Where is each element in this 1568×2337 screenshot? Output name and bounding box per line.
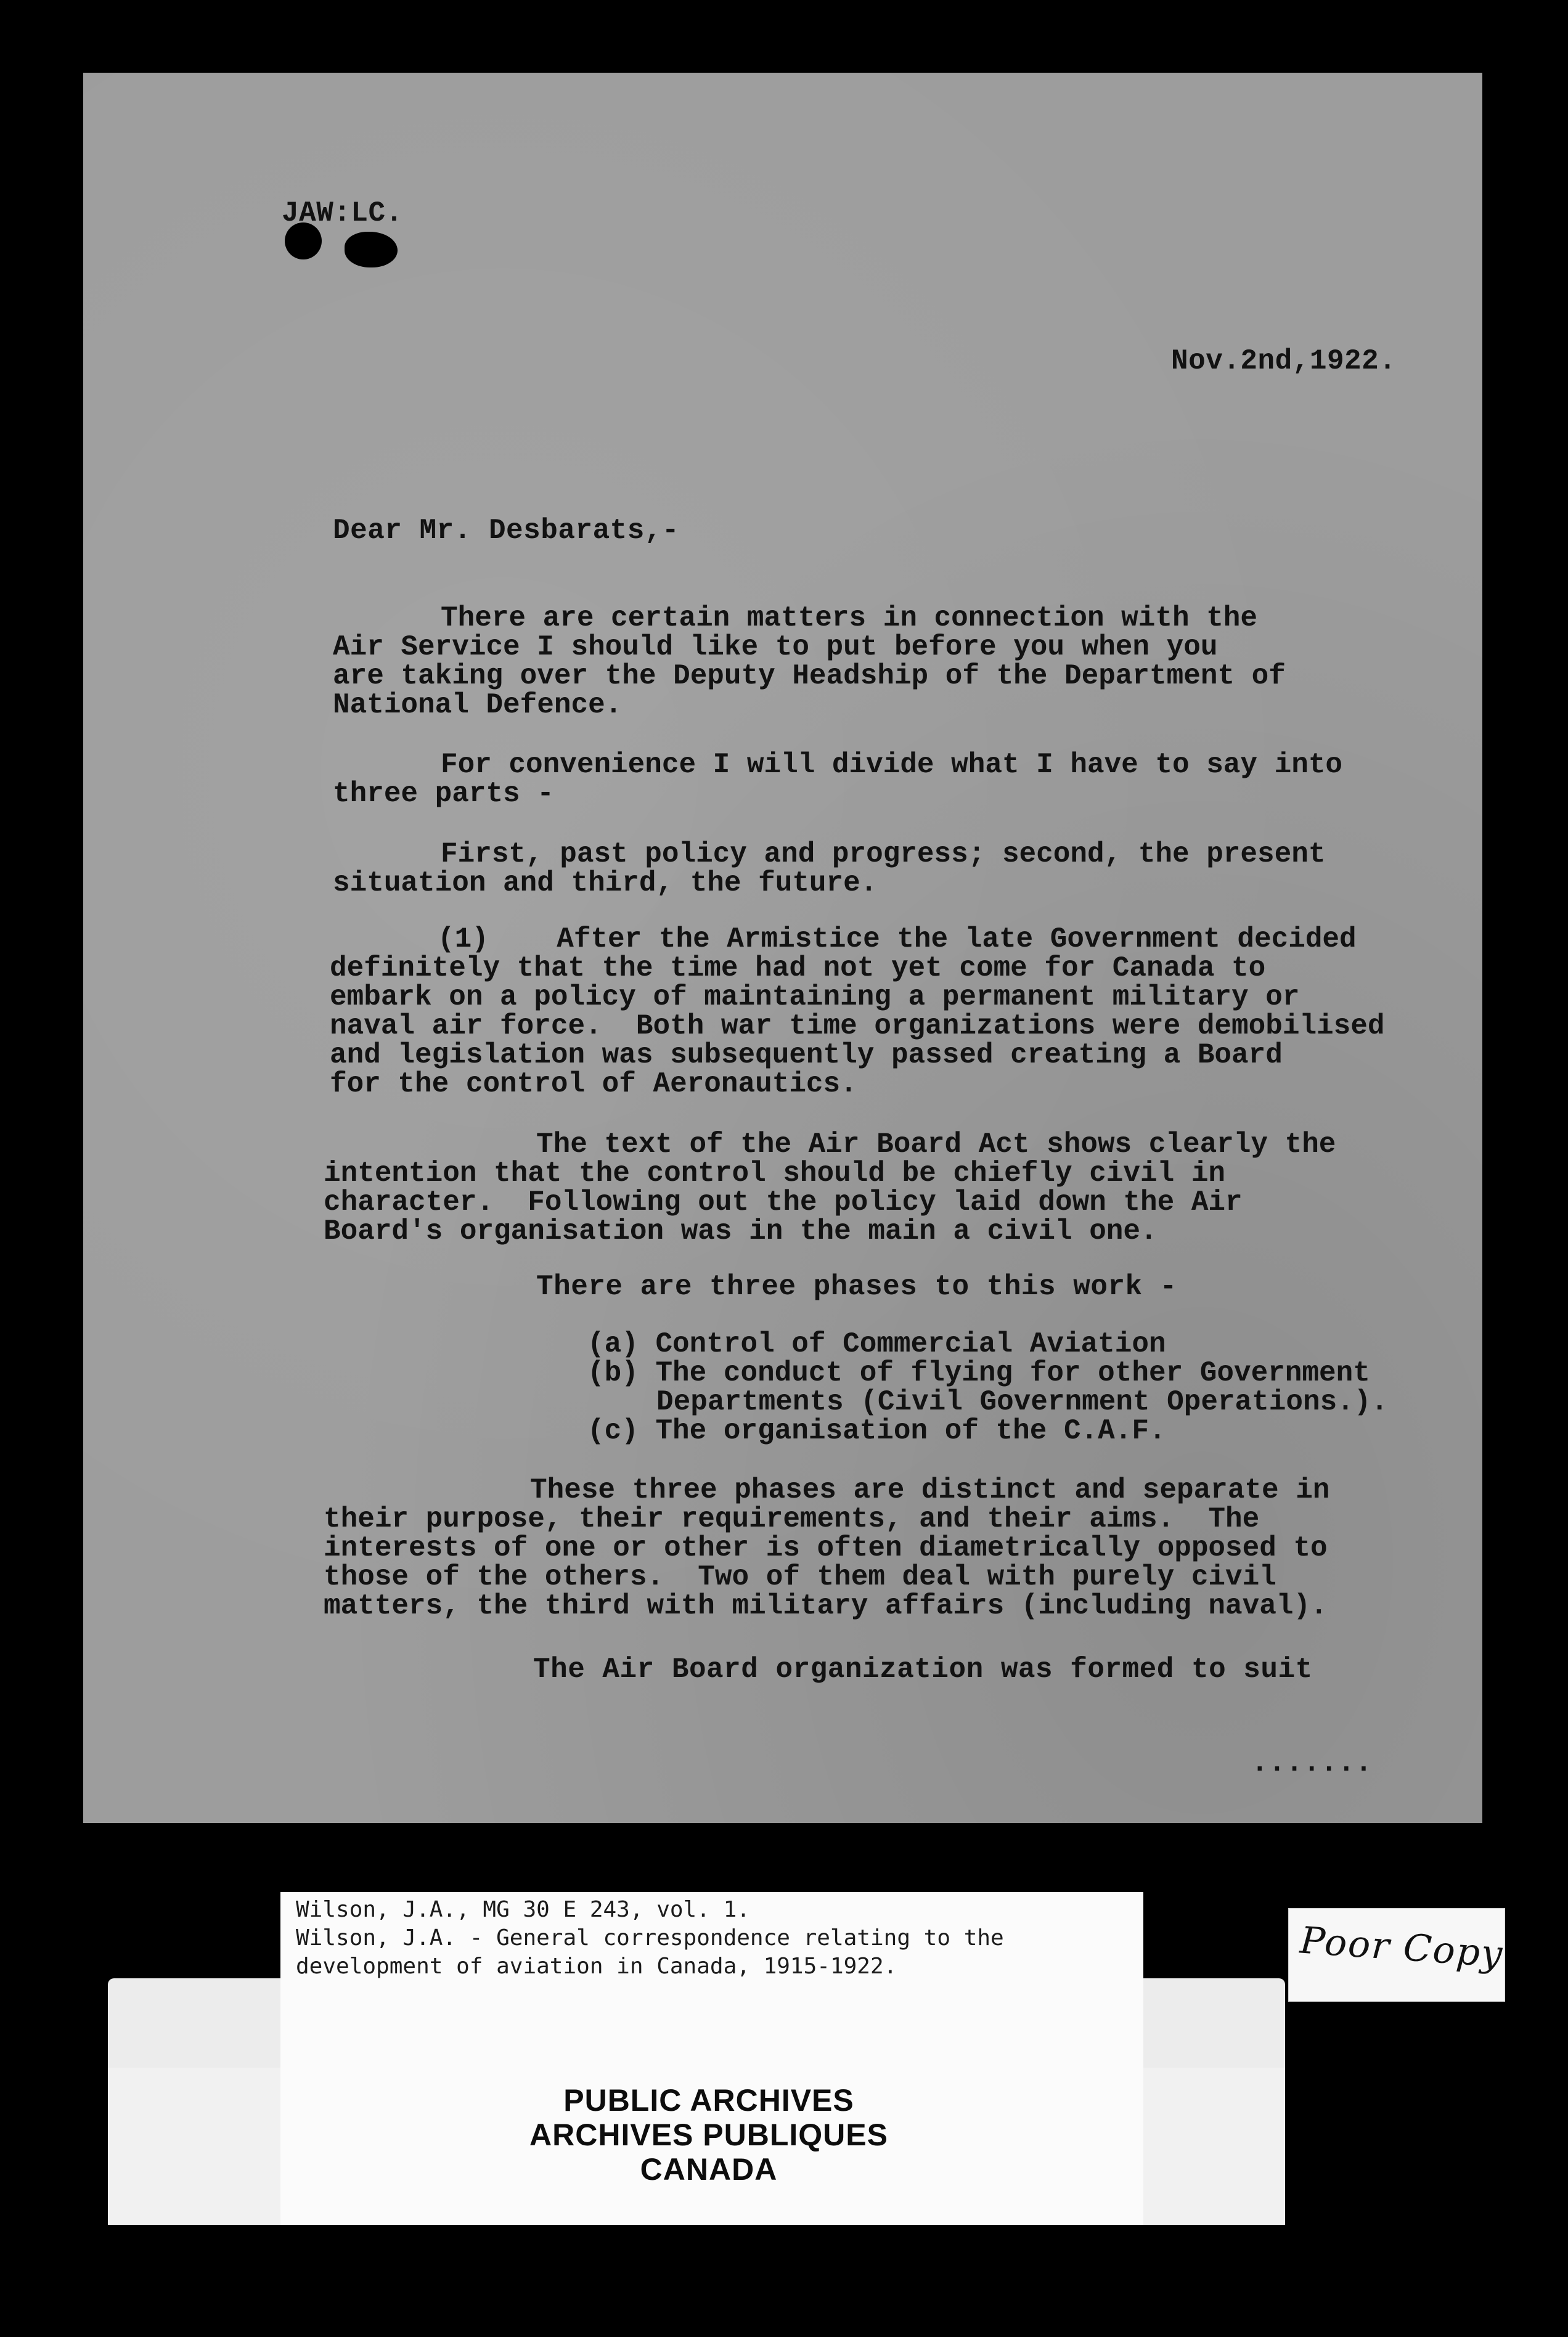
text-line: three parts -	[333, 778, 554, 810]
handwritten-note: Poor Copy	[1298, 1919, 1505, 1976]
text-line: National Defence.	[333, 689, 623, 721]
letter-date: Nov.2nd,1922.	[1171, 345, 1397, 377]
letter-page	[83, 73, 1482, 1823]
text-line: character. Following out the policy laid down the Air	[324, 1186, 1243, 1218]
text-line: interests of one or other is often diametrically opposed to	[324, 1532, 1328, 1564]
stamp-line: PUBLIC ARCHIVES	[563, 2083, 854, 2118]
text-line: Board's organisation was in the main a civil one.	[324, 1215, 1158, 1247]
paragraph-1	[333, 604, 1442, 720]
list-item: (c) The organisation of the C.A.F.	[587, 1415, 1166, 1447]
text-line: and legislation was subsequently passed creating a Board	[330, 1039, 1283, 1071]
text-line: situation and third, the future.	[333, 867, 878, 899]
text-line: their purpose, their requirements, and their aims. The	[324, 1503, 1260, 1535]
text-line: Air Service I should like to put before you when you	[333, 631, 1218, 663]
paragraph-3	[333, 840, 1442, 898]
phases-intro: There are three phases to this work -	[536, 1271, 1177, 1303]
text-line: matters, the third with military affairs (including naval).	[324, 1590, 1328, 1622]
text-line: The text of the Air Board Act shows clearly the	[536, 1128, 1336, 1160]
citation-text	[296, 1896, 1004, 1981]
text-line: are taking over the Deputy Headship of the Department of	[333, 660, 1286, 692]
paragraph-4	[330, 925, 1439, 1099]
citation-line: Wilson, J.A. - General correspondence relating to the	[296, 1925, 1004, 1951]
citation-line: development of aviation in Canada, 1915-1922.	[296, 1954, 897, 1979]
text-line: For convenience I will divide what I have to say into	[441, 749, 1343, 781]
list-item: (b) The conduct of flying for other Government	[587, 1357, 1370, 1389]
continuation-dots: .......	[1251, 1747, 1373, 1779]
text-line: those of the others. Two of them deal with purely civil	[324, 1561, 1276, 1593]
salutation: Dear Mr. Desbarats,-	[333, 515, 680, 547]
list-item: Departments (Civil Government Operations.).	[656, 1386, 1388, 1418]
text-line: for the control of Aeronautics.	[330, 1068, 857, 1100]
text-line: First, past policy and progress; second, the present	[441, 838, 1326, 870]
archives-stamp	[345, 2083, 1072, 2187]
paragraph-5	[324, 1130, 1433, 1246]
paragraph-2	[333, 751, 1442, 809]
phases-list	[587, 1330, 1568, 1446]
text-line: intention that the control should be chiefly civil in	[324, 1157, 1226, 1189]
punch-hole	[345, 232, 398, 267]
text-line: naval air force. Both war time organizations were demobilised	[330, 1010, 1385, 1042]
final-line: The Air Board organization was formed to suit	[533, 1654, 1313, 1686]
stamp-line: ARCHIVES PUBLIQUES	[529, 2118, 888, 2152]
stamp-line: CANADA	[640, 2152, 778, 2187]
reference-initials: JAW:LC.	[282, 197, 403, 229]
text-line: These three phases are distinct and separate in	[530, 1474, 1330, 1506]
text-line: embark on a policy of maintaining a permanent military or	[330, 981, 1300, 1013]
text-line: definitely that the time had not yet come for Canada to	[330, 952, 1266, 984]
text-line: There are certain matters in connection with the	[441, 602, 1258, 634]
text-line: (1) After the Armistice the late Government decided	[438, 923, 1357, 955]
citation-line: Wilson, J.A., MG 30 E 243, vol. 1.	[296, 1897, 750, 1922]
poor-copy-note	[1288, 1908, 1505, 2002]
list-item: (a) Control of Commercial Aviation	[587, 1328, 1166, 1360]
paragraph-7	[324, 1476, 1433, 1621]
